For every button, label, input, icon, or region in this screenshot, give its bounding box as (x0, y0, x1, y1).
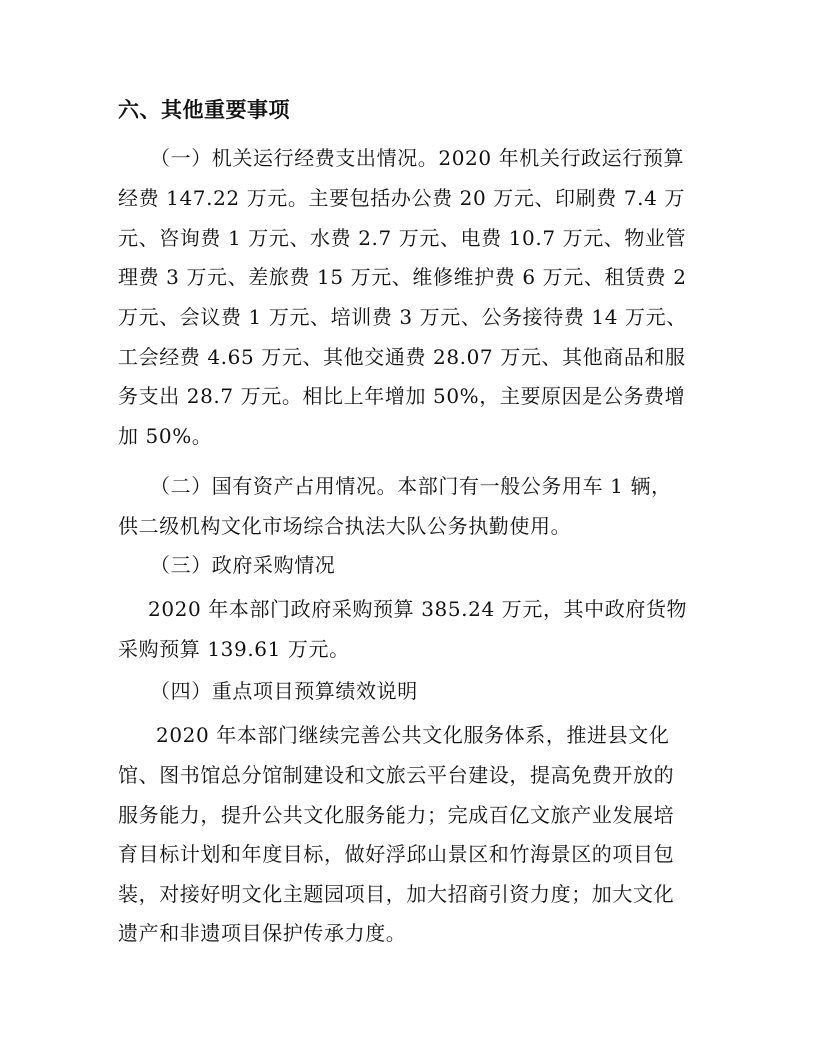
section-heading: 六、其他重要事项 (118, 98, 290, 122)
paragraph-line: 供二级机构文化市场综合执法大队公务执勤使用。 (118, 514, 572, 538)
paragraph-line: 加 50%。 (118, 424, 213, 448)
paragraph-line: 装，对接好明文化主题园项目，加大招商引资力度；加大文化 (118, 882, 675, 906)
paragraph-line: 理费 3 万元、差旅费 15 万元、维修维护费 6 万元、租赁费 2 (118, 265, 687, 289)
paragraph-line: 服务能力，提升公共文化服务能力；完成百亿文旅产业发展培 (118, 803, 675, 827)
paragraph-line: （三）政府采购情况 (150, 553, 336, 577)
paragraph-line: 馆、图书馆总分馆制建设和文旅云平台建设，提高免费开放的 (118, 763, 675, 787)
paragraph-line: 采购预算 139.61 万元。 (118, 637, 350, 661)
paragraph-line: 万元、会议费 1 万元、培训费 3 万元、公务接待费 14 万元、 (118, 305, 687, 329)
paragraph-line: 务支出 28.7 万元。相比上年增加 50%，主要原因是公务费增 (118, 384, 686, 408)
paragraph-line: （一）机关运行经费支出情况。2020 年机关行政运行预算 (150, 146, 685, 170)
paragraph-line: 遗产和非遗项目保护传承力度。 (118, 921, 407, 945)
paragraph-line: 工会经费 4.65 万元、其他交通费 28.07 万元、其他商品和服 (118, 345, 686, 369)
paragraph-line: 2020 年本部门政府采购预算 385.24 万元，其中政府货物 (148, 597, 688, 621)
paragraph-line: 2020 年本部门继续完善公共文化服务体系，推进县文化 (156, 723, 670, 747)
paragraph-line: 经费 147.22 万元。主要包括办公费 20 万元、印刷费 7.4 万 (118, 186, 685, 210)
paragraph-line: （二）国有资产占用情况。本部门有一般公务用车 1 辆， (150, 474, 672, 498)
paragraph-line: 育目标计划和年度目标，做好浮邱山景区和竹海景区的项目包 (118, 842, 675, 866)
paragraph-line: （四）重点项目预算绩效说明 (150, 679, 418, 703)
paragraph-line: 元、咨询费 1 万元、水费 2.7 万元、电费 10.7 万元、物业管 (118, 226, 687, 250)
